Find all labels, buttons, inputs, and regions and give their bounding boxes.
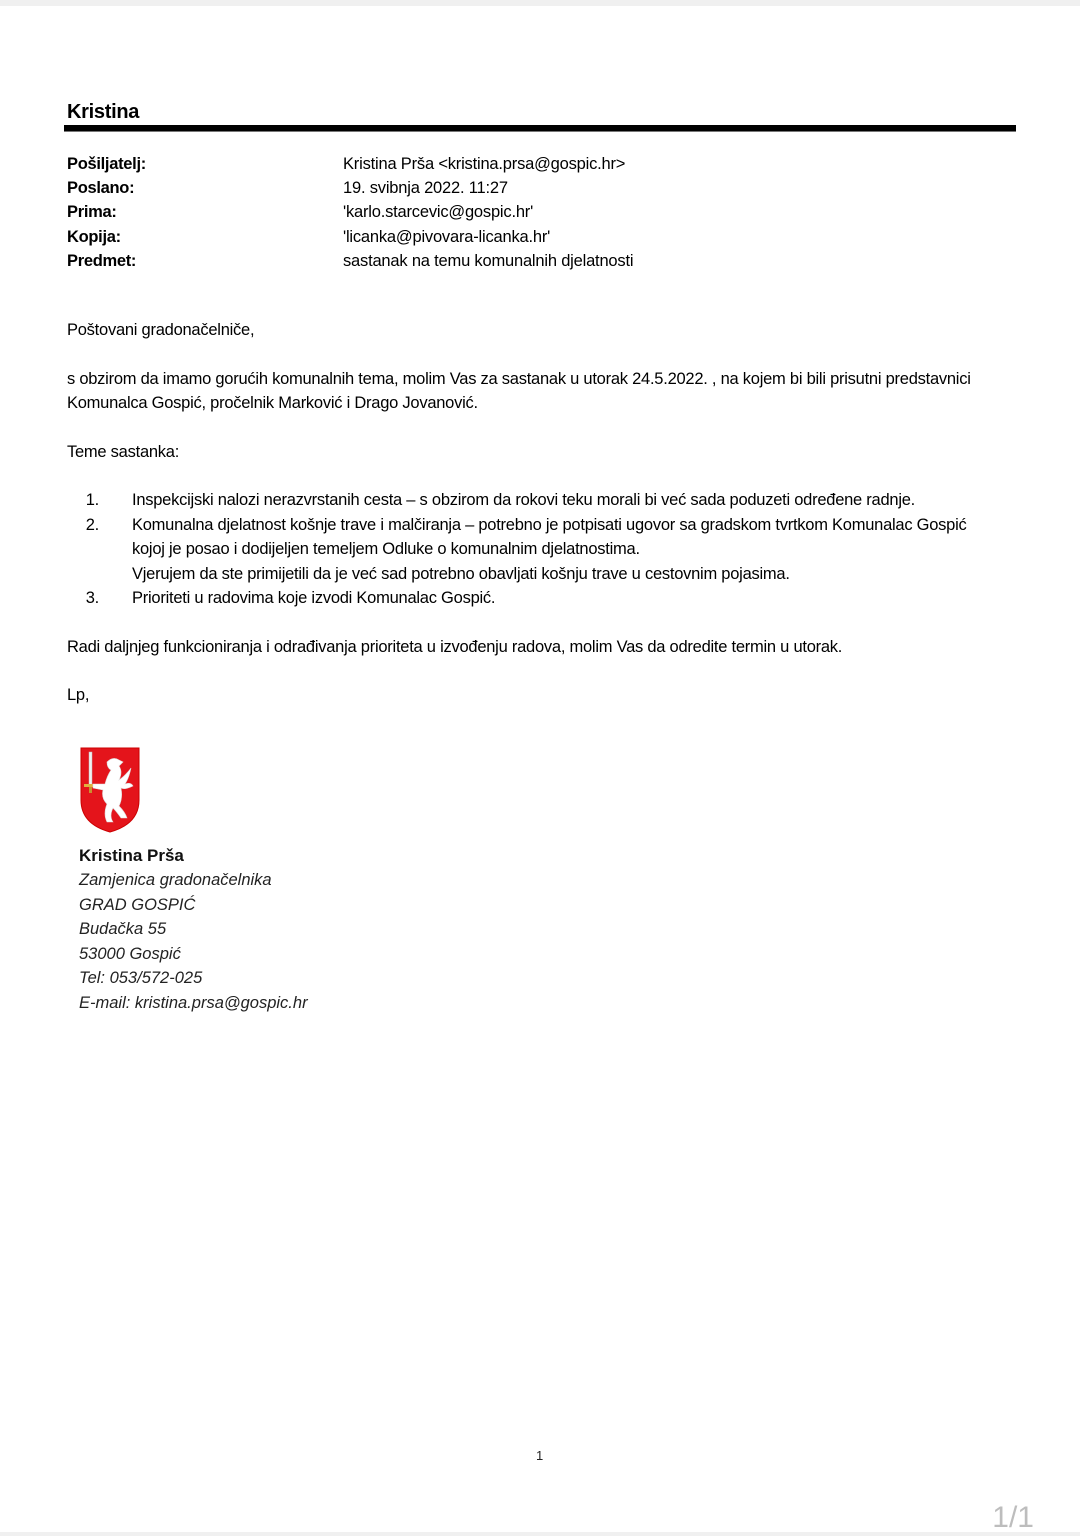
viewer-page-counter: 1/1 [992,1501,1034,1534]
meta-value: sastanak na temu komunalnih djelatnosti [343,251,634,270]
meta-label: Prima: [67,203,117,222]
meta-label: Poslano: [67,179,135,198]
meta-label: Pošiljatelj: [67,155,146,173]
meta-row-cc [67,225,967,249]
coat-of-arms-icon [79,746,141,834]
list-text: Inspekcijski nalozi nerazvrstanih cesta – s obzirom da rokovi teku morali bi već sada poduzeti određene radnje. [132,491,916,509]
intro-paragraph: s obzirom da imamo gorućih komunalnih tema, molim Vas za sastanak u utorak 24.5.2022. , na kojem bi bili prisutni predstavnici Komunalca Gospić, pročelnik Marković i Drago Jovanović. [67,369,971,412]
list-number: 3. [85,589,99,607]
meta-label: Kopija: [67,227,121,246]
meta-row-subject [67,249,967,273]
signature-title: Zamjenica gradonačelnika [79,871,272,889]
mailbox-owner-name: Kristina [67,101,140,123]
meta-value: Kristina Prša <kristina.prsa@gospic.hr> [343,155,626,173]
meta-row-sender [67,152,967,176]
page-number: 1 [536,1448,544,1463]
list-item [67,513,1017,587]
document-page [0,6,1080,1532]
topics-heading: Teme sastanka: [67,442,180,461]
email-metadata [67,152,967,273]
meta-value: 'licanka@pivovara-licanka.hr' [343,227,551,246]
list-item [67,586,1017,611]
meta-row-to [67,200,967,224]
greeting: Poštovani gradonačelniče, [67,321,255,339]
signature-city: 53000 Gospić [79,944,181,963]
meta-row-sent [67,176,967,200]
meta-label: Predmet: [67,251,137,270]
topics-list [67,488,1017,611]
meta-value: 'karlo.starcevic@gospic.hr' [343,203,534,222]
email-body [67,318,1017,708]
list-item [67,488,1017,513]
list-number: 1. [85,491,99,509]
header-divider [64,125,1016,132]
list-text: Prioriteti u radovima koje izvodi Komunalac Gospić. [132,589,496,607]
list-number: 2. [85,515,99,534]
meta-value: 19. svibnja 2022. 11:27 [343,179,508,198]
signature-phone: Tel: 053/572-025 [79,969,203,987]
email-signature [79,746,308,1015]
signoff: Lp, [67,686,90,704]
list-text-continuation: Vjerujem da ste primijetili da je već sad potrebno obavljati košnju trave u cestovnim pojasima. [132,564,790,583]
signature-organization: GRAD GOSPIĆ [79,895,196,914]
signature-email: E-mail: kristina.prsa@gospic.hr [79,993,308,1012]
closing-paragraph: Radi daljnjeg funkcioniranja i odrađivanja prioriteta u izvođenju radova, molim Vas da odredite termin u utorak. [67,637,843,656]
list-text: Komunalna djelatnost košnje trave i malčiranja – potrebno je potpisati ugovor sa gradskom tvrtkom Komunalac Gospić kojoj je posao i dodijeljen temeljem Odluke o komunalnim djelatnostima. [132,515,967,558]
signature-street: Budačka 55 [79,920,167,938]
signature-name: Kristina Prša [79,846,184,865]
